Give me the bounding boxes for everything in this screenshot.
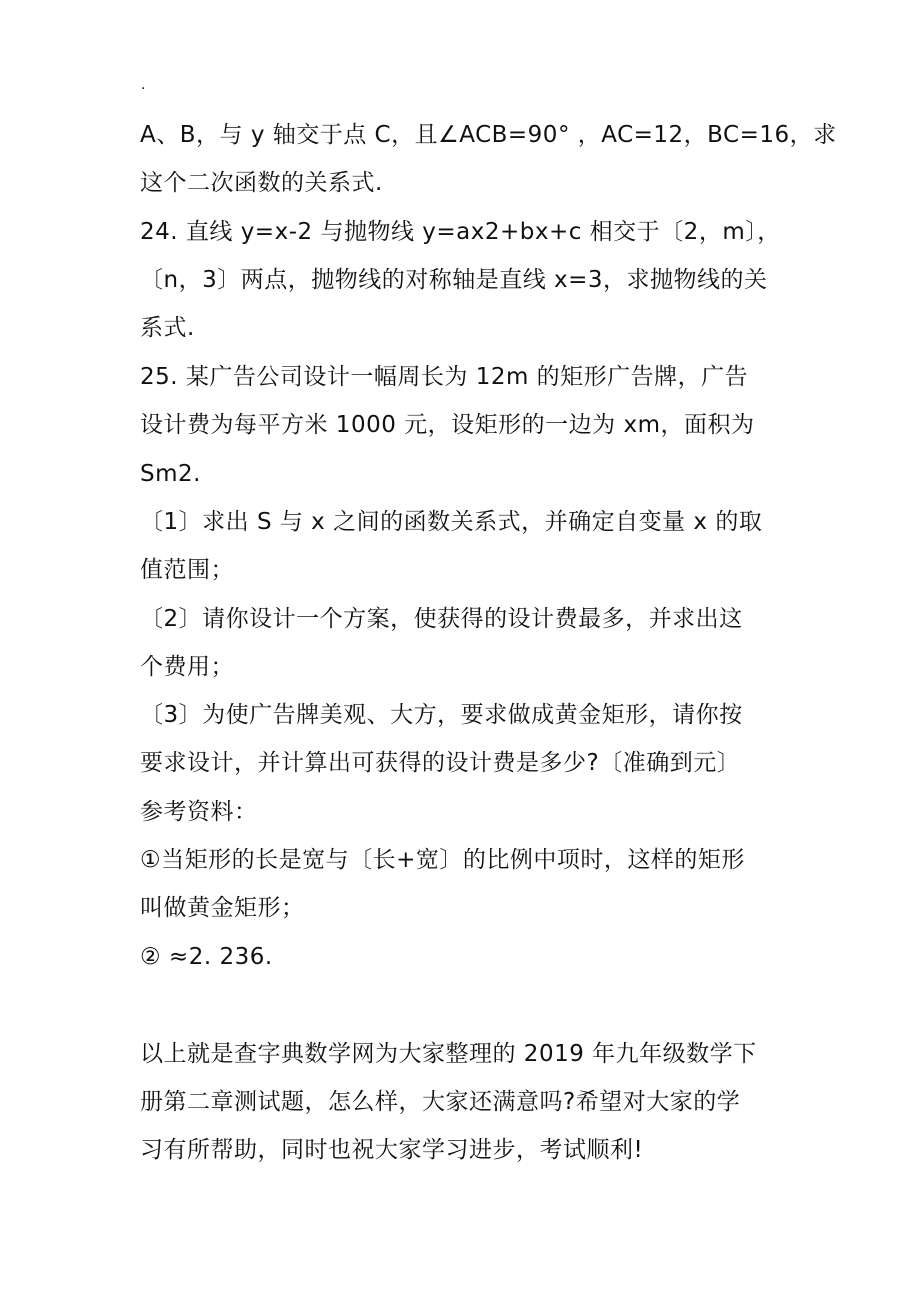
text-line: 24. 直线 y=x-2 与抛物线 y=ax2+bx+c 相交于〔2，m〕， — [140, 219, 781, 245]
text-line: 值范围； — [140, 557, 234, 583]
text-line: 〔2〕请你设计一个方案，使获得的设计费最多，并求出这 — [140, 606, 743, 632]
closing-line: 以上就是查字典数学网为大家整理的 2019 年九年级数学下 — [140, 1041, 757, 1067]
text-line: A、B，与 y 轴交于点 C，且∠ACB=90° ，AC=12，BC=16，求 — [140, 122, 837, 148]
text-line: 〔3〕为使广告牌美观、大方，要求做成黄金矩形，请你按 — [140, 702, 743, 728]
text-line: 个费用； — [140, 654, 234, 680]
text-line: 这个二次函数的关系式. — [140, 170, 383, 196]
text-line: 〔n，3〕两点，抛物线的对称轴是直线 x=3，求抛物线的关 — [140, 267, 768, 293]
text-line: 要求设计，并计算出可获得的设计费是多少?〔准确到元〕 — [140, 750, 741, 776]
text-line: 参考资料： — [140, 799, 258, 825]
text-line: 设计费为每平方米 1000 元，设矩形的一边为 xm，面积为 — [140, 412, 755, 438]
text-line: 〔1〕求出 S 与 x 之间的函数关系式，并确定自变量 x 的取 — [140, 509, 763, 535]
text-line: 25. 某广告公司设计一幅周长为 12m 的矩形广告牌，广告 — [140, 364, 749, 390]
text-line: ② ≈2. 236. — [140, 944, 273, 970]
closing-line: 册第二章测试题，怎么样，大家还满意吗?希望对大家的学 — [140, 1089, 741, 1115]
text-line: 系式. — [140, 315, 195, 341]
text-line: ①当矩形的长是宽与〔长+宽〕的比例中项时，这样的矩形 — [140, 847, 745, 873]
text-line: Sm2. — [140, 461, 201, 487]
top-mark: . — [141, 77, 146, 93]
closing-line: 习有所帮助，同时也祝大家学习进步，考试顺利! — [140, 1137, 644, 1163]
text-line: 叫做黄金矩形； — [140, 895, 305, 921]
